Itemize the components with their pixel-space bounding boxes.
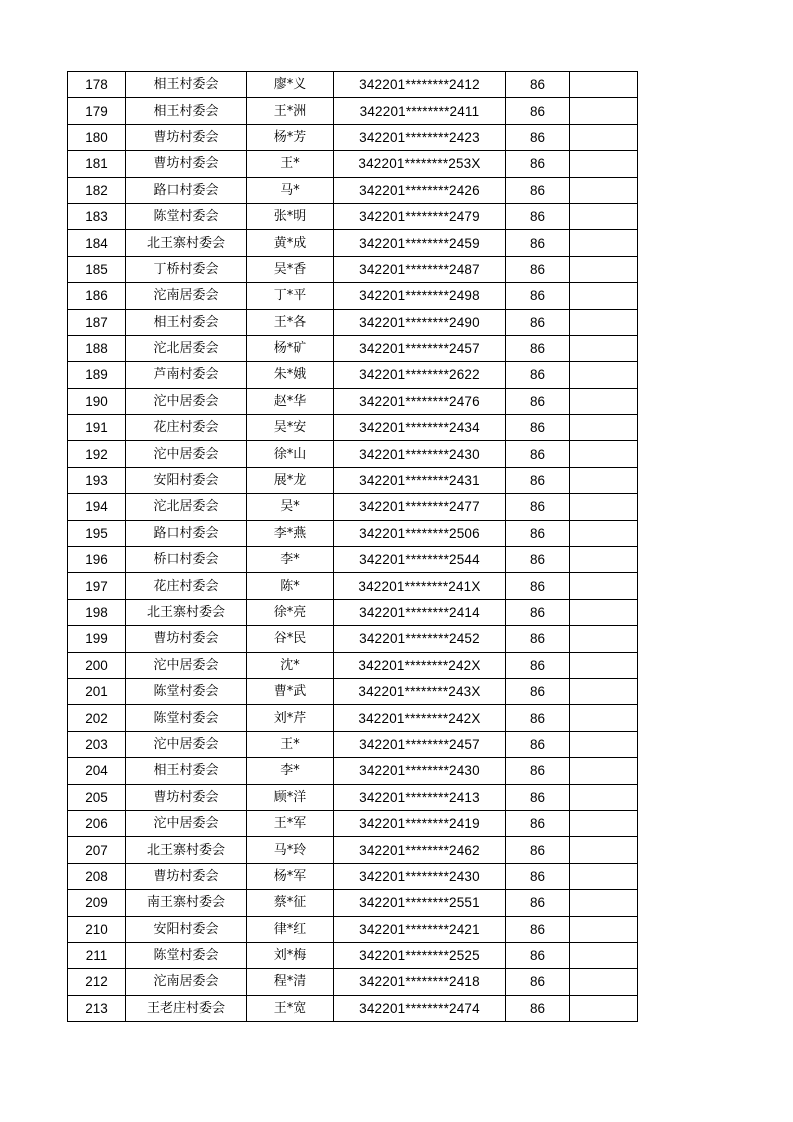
name-cell: 王* bbox=[247, 731, 334, 757]
table-row bbox=[68, 177, 638, 203]
row-number-cell: 181 bbox=[68, 151, 126, 177]
name-cell: 蔡*征 bbox=[247, 890, 334, 916]
name-cell: 赵*华 bbox=[247, 388, 334, 414]
note-cell bbox=[570, 151, 638, 177]
id-number-cell: 342201********242X bbox=[334, 705, 506, 731]
note-cell bbox=[570, 678, 638, 704]
row-number-cell: 213 bbox=[68, 995, 126, 1021]
name-cell: 李* bbox=[247, 758, 334, 784]
note-cell bbox=[570, 98, 638, 124]
id-number-cell: 342201********2487 bbox=[334, 256, 506, 282]
row-number-cell: 199 bbox=[68, 626, 126, 652]
note-cell bbox=[570, 72, 638, 98]
name-cell: 曹*武 bbox=[247, 678, 334, 704]
unit-cell: 陈堂村委会 bbox=[126, 942, 247, 968]
name-cell: 马*玲 bbox=[247, 837, 334, 863]
id-number-cell: 342201********2419 bbox=[334, 810, 506, 836]
table-row bbox=[68, 810, 638, 836]
note-cell bbox=[570, 890, 638, 916]
table-row bbox=[68, 969, 638, 995]
id-number-cell: 342201********2426 bbox=[334, 177, 506, 203]
note-cell bbox=[570, 362, 638, 388]
unit-cell: 沱中居委会 bbox=[126, 652, 247, 678]
row-number-cell: 212 bbox=[68, 969, 126, 995]
id-number-cell: 342201********2525 bbox=[334, 942, 506, 968]
name-cell: 吴* bbox=[247, 494, 334, 520]
note-cell bbox=[570, 810, 638, 836]
table-row bbox=[68, 256, 638, 282]
row-number-cell: 196 bbox=[68, 547, 126, 573]
id-number-cell: 342201********2506 bbox=[334, 520, 506, 546]
unit-cell: 丁桥村委会 bbox=[126, 256, 247, 282]
table-row bbox=[68, 626, 638, 652]
row-number-cell: 189 bbox=[68, 362, 126, 388]
row-number-cell: 182 bbox=[68, 177, 126, 203]
id-number-cell: 342201********2457 bbox=[334, 335, 506, 361]
score-cell: 86 bbox=[506, 731, 570, 757]
id-number-cell: 342201********2479 bbox=[334, 203, 506, 229]
id-number-cell: 342201********242X bbox=[334, 652, 506, 678]
id-number-cell: 342201********2551 bbox=[334, 890, 506, 916]
id-number-cell: 342201********2452 bbox=[334, 626, 506, 652]
score-cell: 86 bbox=[506, 547, 570, 573]
row-number-cell: 200 bbox=[68, 652, 126, 678]
row-number-cell: 184 bbox=[68, 230, 126, 256]
unit-cell: 路口村委会 bbox=[126, 177, 247, 203]
table-row bbox=[68, 124, 638, 150]
name-cell: 王*洲 bbox=[247, 98, 334, 124]
score-cell: 86 bbox=[506, 652, 570, 678]
note-cell bbox=[570, 283, 638, 309]
row-number-cell: 207 bbox=[68, 837, 126, 863]
name-cell: 律*红 bbox=[247, 916, 334, 942]
note-cell bbox=[570, 626, 638, 652]
row-number-cell: 206 bbox=[68, 810, 126, 836]
score-cell: 86 bbox=[506, 177, 570, 203]
note-cell bbox=[570, 652, 638, 678]
row-number-cell: 185 bbox=[68, 256, 126, 282]
id-number-cell: 342201********253X bbox=[334, 151, 506, 177]
row-number-cell: 187 bbox=[68, 309, 126, 335]
note-cell bbox=[570, 494, 638, 520]
note-cell bbox=[570, 230, 638, 256]
table-row bbox=[68, 151, 638, 177]
row-number-cell: 179 bbox=[68, 98, 126, 124]
score-cell: 86 bbox=[506, 810, 570, 836]
note-cell bbox=[570, 124, 638, 150]
table-row bbox=[68, 547, 638, 573]
unit-cell: 安阳村委会 bbox=[126, 916, 247, 942]
id-number-cell: 342201********2498 bbox=[334, 283, 506, 309]
row-number-cell: 188 bbox=[68, 335, 126, 361]
score-cell: 86 bbox=[506, 942, 570, 968]
id-number-cell: 342201********2430 bbox=[334, 758, 506, 784]
score-cell: 86 bbox=[506, 916, 570, 942]
name-cell: 张*明 bbox=[247, 203, 334, 229]
score-cell: 86 bbox=[506, 415, 570, 441]
unit-cell: 曹坊村委会 bbox=[126, 124, 247, 150]
id-number-cell: 342201********2544 bbox=[334, 547, 506, 573]
score-cell: 86 bbox=[506, 573, 570, 599]
name-cell: 王*各 bbox=[247, 309, 334, 335]
table-row bbox=[68, 203, 638, 229]
table-row bbox=[68, 441, 638, 467]
id-number-cell: 342201********2476 bbox=[334, 388, 506, 414]
score-cell: 86 bbox=[506, 124, 570, 150]
score-cell: 86 bbox=[506, 995, 570, 1021]
name-cell: 刘*芹 bbox=[247, 705, 334, 731]
name-cell: 吴*香 bbox=[247, 256, 334, 282]
note-cell bbox=[570, 573, 638, 599]
id-number-cell: 342201********2413 bbox=[334, 784, 506, 810]
table-row bbox=[68, 520, 638, 546]
id-number-cell: 342201********2418 bbox=[334, 969, 506, 995]
name-cell: 陈* bbox=[247, 573, 334, 599]
score-cell: 86 bbox=[506, 256, 570, 282]
score-cell: 86 bbox=[506, 309, 570, 335]
note-cell bbox=[570, 969, 638, 995]
table-row bbox=[68, 467, 638, 493]
name-cell: 沈* bbox=[247, 652, 334, 678]
name-cell: 程*清 bbox=[247, 969, 334, 995]
unit-cell: 沱北居委会 bbox=[126, 335, 247, 361]
unit-cell: 沱中居委会 bbox=[126, 388, 247, 414]
id-number-cell: 342201********2414 bbox=[334, 599, 506, 625]
name-cell: 徐*山 bbox=[247, 441, 334, 467]
name-cell: 刘*梅 bbox=[247, 942, 334, 968]
row-number-cell: 183 bbox=[68, 203, 126, 229]
id-number-cell: 342201********2411 bbox=[334, 98, 506, 124]
table-row bbox=[68, 362, 638, 388]
note-cell bbox=[570, 388, 638, 414]
table-row bbox=[68, 335, 638, 361]
name-cell: 吴*安 bbox=[247, 415, 334, 441]
id-number-cell: 342201********241X bbox=[334, 573, 506, 599]
score-cell: 86 bbox=[506, 203, 570, 229]
score-cell: 86 bbox=[506, 758, 570, 784]
id-number-cell: 342201********2474 bbox=[334, 995, 506, 1021]
unit-cell: 相王村委会 bbox=[126, 72, 247, 98]
id-number-cell: 342201********2423 bbox=[334, 124, 506, 150]
table-row bbox=[68, 890, 638, 916]
unit-cell: 桥口村委会 bbox=[126, 547, 247, 573]
note-cell bbox=[570, 203, 638, 229]
note-cell bbox=[570, 784, 638, 810]
table-row bbox=[68, 98, 638, 124]
unit-cell: 陈堂村委会 bbox=[126, 678, 247, 704]
table-row bbox=[68, 784, 638, 810]
name-cell: 王* bbox=[247, 151, 334, 177]
unit-cell: 北王寨村委会 bbox=[126, 599, 247, 625]
table-row bbox=[68, 995, 638, 1021]
note-cell bbox=[570, 520, 638, 546]
note-cell bbox=[570, 942, 638, 968]
note-cell bbox=[570, 547, 638, 573]
note-cell bbox=[570, 599, 638, 625]
row-number-cell: 194 bbox=[68, 494, 126, 520]
note-cell bbox=[570, 863, 638, 889]
row-number-cell: 198 bbox=[68, 599, 126, 625]
unit-cell: 芦南村委会 bbox=[126, 362, 247, 388]
name-cell: 朱*娥 bbox=[247, 362, 334, 388]
id-number-cell: 342201********243X bbox=[334, 678, 506, 704]
unit-cell: 沱中居委会 bbox=[126, 731, 247, 757]
unit-cell: 王老庄村委会 bbox=[126, 995, 247, 1021]
table-row bbox=[68, 599, 638, 625]
score-cell: 86 bbox=[506, 890, 570, 916]
name-cell: 李* bbox=[247, 547, 334, 573]
table-row bbox=[68, 309, 638, 335]
unit-cell: 北王寨村委会 bbox=[126, 837, 247, 863]
note-cell bbox=[570, 995, 638, 1021]
score-cell: 86 bbox=[506, 283, 570, 309]
score-cell: 86 bbox=[506, 362, 570, 388]
unit-cell: 沱南居委会 bbox=[126, 283, 247, 309]
table-row bbox=[68, 731, 638, 757]
name-cell: 王*宽 bbox=[247, 995, 334, 1021]
unit-cell: 曹坊村委会 bbox=[126, 151, 247, 177]
name-cell: 杨*军 bbox=[247, 863, 334, 889]
name-cell: 王*军 bbox=[247, 810, 334, 836]
score-cell: 86 bbox=[506, 98, 570, 124]
row-number-cell: 186 bbox=[68, 283, 126, 309]
score-cell: 86 bbox=[506, 837, 570, 863]
unit-cell: 安阳村委会 bbox=[126, 467, 247, 493]
score-cell: 86 bbox=[506, 626, 570, 652]
row-number-cell: 210 bbox=[68, 916, 126, 942]
row-number-cell: 178 bbox=[68, 72, 126, 98]
name-cell: 廖*义 bbox=[247, 72, 334, 98]
note-cell bbox=[570, 309, 638, 335]
note-cell bbox=[570, 705, 638, 731]
name-cell: 杨*芳 bbox=[247, 124, 334, 150]
name-cell: 丁*平 bbox=[247, 283, 334, 309]
table-row bbox=[68, 388, 638, 414]
unit-cell: 曹坊村委会 bbox=[126, 784, 247, 810]
note-cell bbox=[570, 256, 638, 282]
table-row bbox=[68, 230, 638, 256]
score-cell: 86 bbox=[506, 494, 570, 520]
table-row bbox=[68, 652, 638, 678]
unit-cell: 曹坊村委会 bbox=[126, 626, 247, 652]
row-number-cell: 203 bbox=[68, 731, 126, 757]
id-number-cell: 342201********2430 bbox=[334, 863, 506, 889]
row-number-cell: 192 bbox=[68, 441, 126, 467]
note-cell bbox=[570, 731, 638, 757]
table-row bbox=[68, 494, 638, 520]
table-row bbox=[68, 863, 638, 889]
table-row bbox=[68, 678, 638, 704]
row-number-cell: 193 bbox=[68, 467, 126, 493]
score-cell: 86 bbox=[506, 863, 570, 889]
unit-cell: 沱中居委会 bbox=[126, 441, 247, 467]
id-number-cell: 342201********2490 bbox=[334, 309, 506, 335]
name-cell: 展*龙 bbox=[247, 467, 334, 493]
unit-cell: 陈堂村委会 bbox=[126, 203, 247, 229]
table-row bbox=[68, 283, 638, 309]
row-number-cell: 211 bbox=[68, 942, 126, 968]
id-number-cell: 342201********2622 bbox=[334, 362, 506, 388]
id-number-cell: 342201********2430 bbox=[334, 441, 506, 467]
id-number-cell: 342201********2459 bbox=[334, 230, 506, 256]
score-cell: 86 bbox=[506, 72, 570, 98]
unit-cell: 北王寨村委会 bbox=[126, 230, 247, 256]
unit-cell: 曹坊村委会 bbox=[126, 863, 247, 889]
row-number-cell: 208 bbox=[68, 863, 126, 889]
id-number-cell: 342201********2431 bbox=[334, 467, 506, 493]
score-cell: 86 bbox=[506, 467, 570, 493]
row-number-cell: 191 bbox=[68, 415, 126, 441]
unit-cell: 花庄村委会 bbox=[126, 415, 247, 441]
row-number-cell: 205 bbox=[68, 784, 126, 810]
unit-cell: 陈堂村委会 bbox=[126, 705, 247, 731]
note-cell bbox=[570, 415, 638, 441]
row-number-cell: 202 bbox=[68, 705, 126, 731]
row-number-cell: 201 bbox=[68, 678, 126, 704]
unit-cell: 相王村委会 bbox=[126, 309, 247, 335]
score-cell: 86 bbox=[506, 784, 570, 810]
unit-cell: 相王村委会 bbox=[126, 98, 247, 124]
score-cell: 86 bbox=[506, 678, 570, 704]
unit-cell: 花庄村委会 bbox=[126, 573, 247, 599]
note-cell bbox=[570, 916, 638, 942]
score-cell: 86 bbox=[506, 151, 570, 177]
row-number-cell: 209 bbox=[68, 890, 126, 916]
id-number-cell: 342201********2462 bbox=[334, 837, 506, 863]
note-cell bbox=[570, 441, 638, 467]
note-cell bbox=[570, 177, 638, 203]
unit-cell: 沱中居委会 bbox=[126, 810, 247, 836]
table-row bbox=[68, 573, 638, 599]
score-cell: 86 bbox=[506, 388, 570, 414]
unit-cell: 路口村委会 bbox=[126, 520, 247, 546]
table-row bbox=[68, 415, 638, 441]
table-row bbox=[68, 705, 638, 731]
table-row bbox=[68, 837, 638, 863]
table-row bbox=[68, 916, 638, 942]
roster-body bbox=[68, 72, 638, 1022]
id-number-cell: 342201********2412 bbox=[334, 72, 506, 98]
score-cell: 86 bbox=[506, 599, 570, 625]
name-cell: 马* bbox=[247, 177, 334, 203]
id-number-cell: 342201********2477 bbox=[334, 494, 506, 520]
roster-table bbox=[67, 71, 638, 1022]
unit-cell: 相王村委会 bbox=[126, 758, 247, 784]
name-cell: 顾*洋 bbox=[247, 784, 334, 810]
name-cell: 徐*亮 bbox=[247, 599, 334, 625]
name-cell: 黄*成 bbox=[247, 230, 334, 256]
row-number-cell: 195 bbox=[68, 520, 126, 546]
id-number-cell: 342201********2421 bbox=[334, 916, 506, 942]
note-cell bbox=[570, 467, 638, 493]
row-number-cell: 197 bbox=[68, 573, 126, 599]
table-row bbox=[68, 942, 638, 968]
id-number-cell: 342201********2457 bbox=[334, 731, 506, 757]
score-cell: 86 bbox=[506, 230, 570, 256]
table-row bbox=[68, 758, 638, 784]
name-cell: 李*燕 bbox=[247, 520, 334, 546]
row-number-cell: 180 bbox=[68, 124, 126, 150]
name-cell: 杨*矿 bbox=[247, 335, 334, 361]
note-cell bbox=[570, 837, 638, 863]
table-row bbox=[68, 72, 638, 98]
score-cell: 86 bbox=[506, 441, 570, 467]
score-cell: 86 bbox=[506, 520, 570, 546]
note-cell bbox=[570, 758, 638, 784]
row-number-cell: 204 bbox=[68, 758, 126, 784]
score-cell: 86 bbox=[506, 969, 570, 995]
unit-cell: 南王寨村委会 bbox=[126, 890, 247, 916]
unit-cell: 沱北居委会 bbox=[126, 494, 247, 520]
score-cell: 86 bbox=[506, 705, 570, 731]
row-number-cell: 190 bbox=[68, 388, 126, 414]
id-number-cell: 342201********2434 bbox=[334, 415, 506, 441]
unit-cell: 沱南居委会 bbox=[126, 969, 247, 995]
note-cell bbox=[570, 335, 638, 361]
score-cell: 86 bbox=[506, 335, 570, 361]
name-cell: 谷*民 bbox=[247, 626, 334, 652]
